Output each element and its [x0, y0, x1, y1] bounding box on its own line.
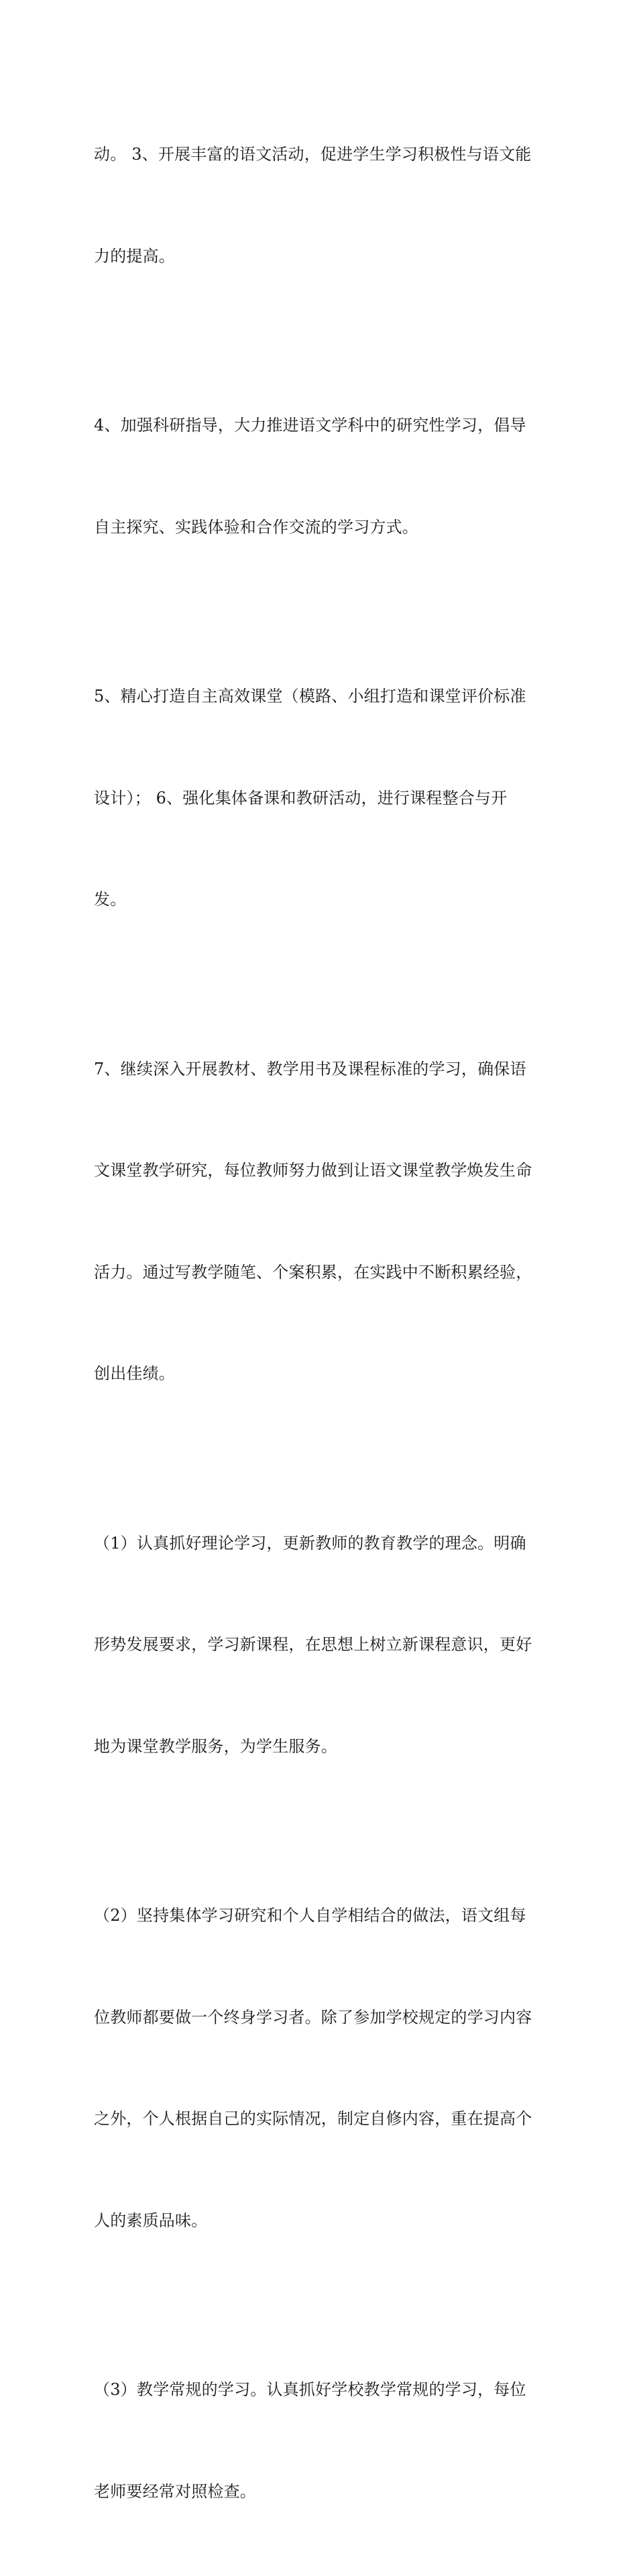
text-line: 4、加强科研指导，大力推进语文学科中的研究性学习，倡导	[94, 416, 526, 435]
paragraph-theory-study	[94, 1459, 550, 1832]
text-line: 5、精心打造自主高效课堂（模路、小组打造和课堂评价标准	[94, 687, 526, 706]
text-line: 地为课堂教学服务，为学生服务。	[94, 1736, 337, 1756]
paragraph-activities	[94, 70, 550, 341]
text-line: 动。 3、开展丰富的语文活动，促进学生学习积极性与语文能	[94, 145, 532, 164]
text-line: 人的素质品味。	[94, 2210, 208, 2230]
text-line: （3）教学常规的学习。认真抓好学校教学常规的学习，每位	[94, 2380, 526, 2399]
text-line: 活力。通过写教学随笔、个案积累，在实践中不断积累经验，	[94, 1262, 532, 1282]
text-line: 文课堂教学研究，每位教师努力做到让语文课堂教学焕发生命	[94, 1161, 532, 1180]
text-line: 形势发展要求，学习新课程，在思想上树立新课程意识，更好	[94, 1635, 532, 1654]
text-line: 自主探究、实践体验和合作交流的学习方式。	[94, 517, 418, 537]
paragraph-efficient-classroom	[94, 612, 550, 985]
text-line: 力的提高。	[94, 246, 175, 266]
text-line: 之外，个人根据自己的实际情况，制定自修内容，重在提高个	[94, 2109, 532, 2128]
paragraph-research-guidance	[94, 341, 550, 612]
text-line: 设计）； 6、强化集体备课和教研活动，进行课程整合与开	[94, 788, 508, 807]
text-line: 创出佳绩。	[94, 1364, 175, 1383]
paragraph-group-study	[94, 1831, 550, 2305]
text-line: 发。	[94, 890, 127, 909]
paragraph-curriculum-study	[94, 985, 550, 1459]
document-body	[94, 70, 550, 2576]
text-line: 7、继续深入开展教材、教学用书及课程标准的学习，确保语	[94, 1059, 526, 1078]
text-line: 老师要经常对照检查。	[94, 2481, 256, 2501]
text-line: （2）坚持集体学习研究和个人自学相结合的做法，语文组每	[94, 1906, 526, 1925]
text-line: 位教师都要做一个终身学习者。除了参加学校规定的学习内容	[94, 2007, 532, 2027]
text-line: （1）认真抓好理论学习，更新教师的教育教学的理念。明确	[94, 1533, 526, 1553]
paragraph-routine-study	[94, 2305, 550, 2576]
